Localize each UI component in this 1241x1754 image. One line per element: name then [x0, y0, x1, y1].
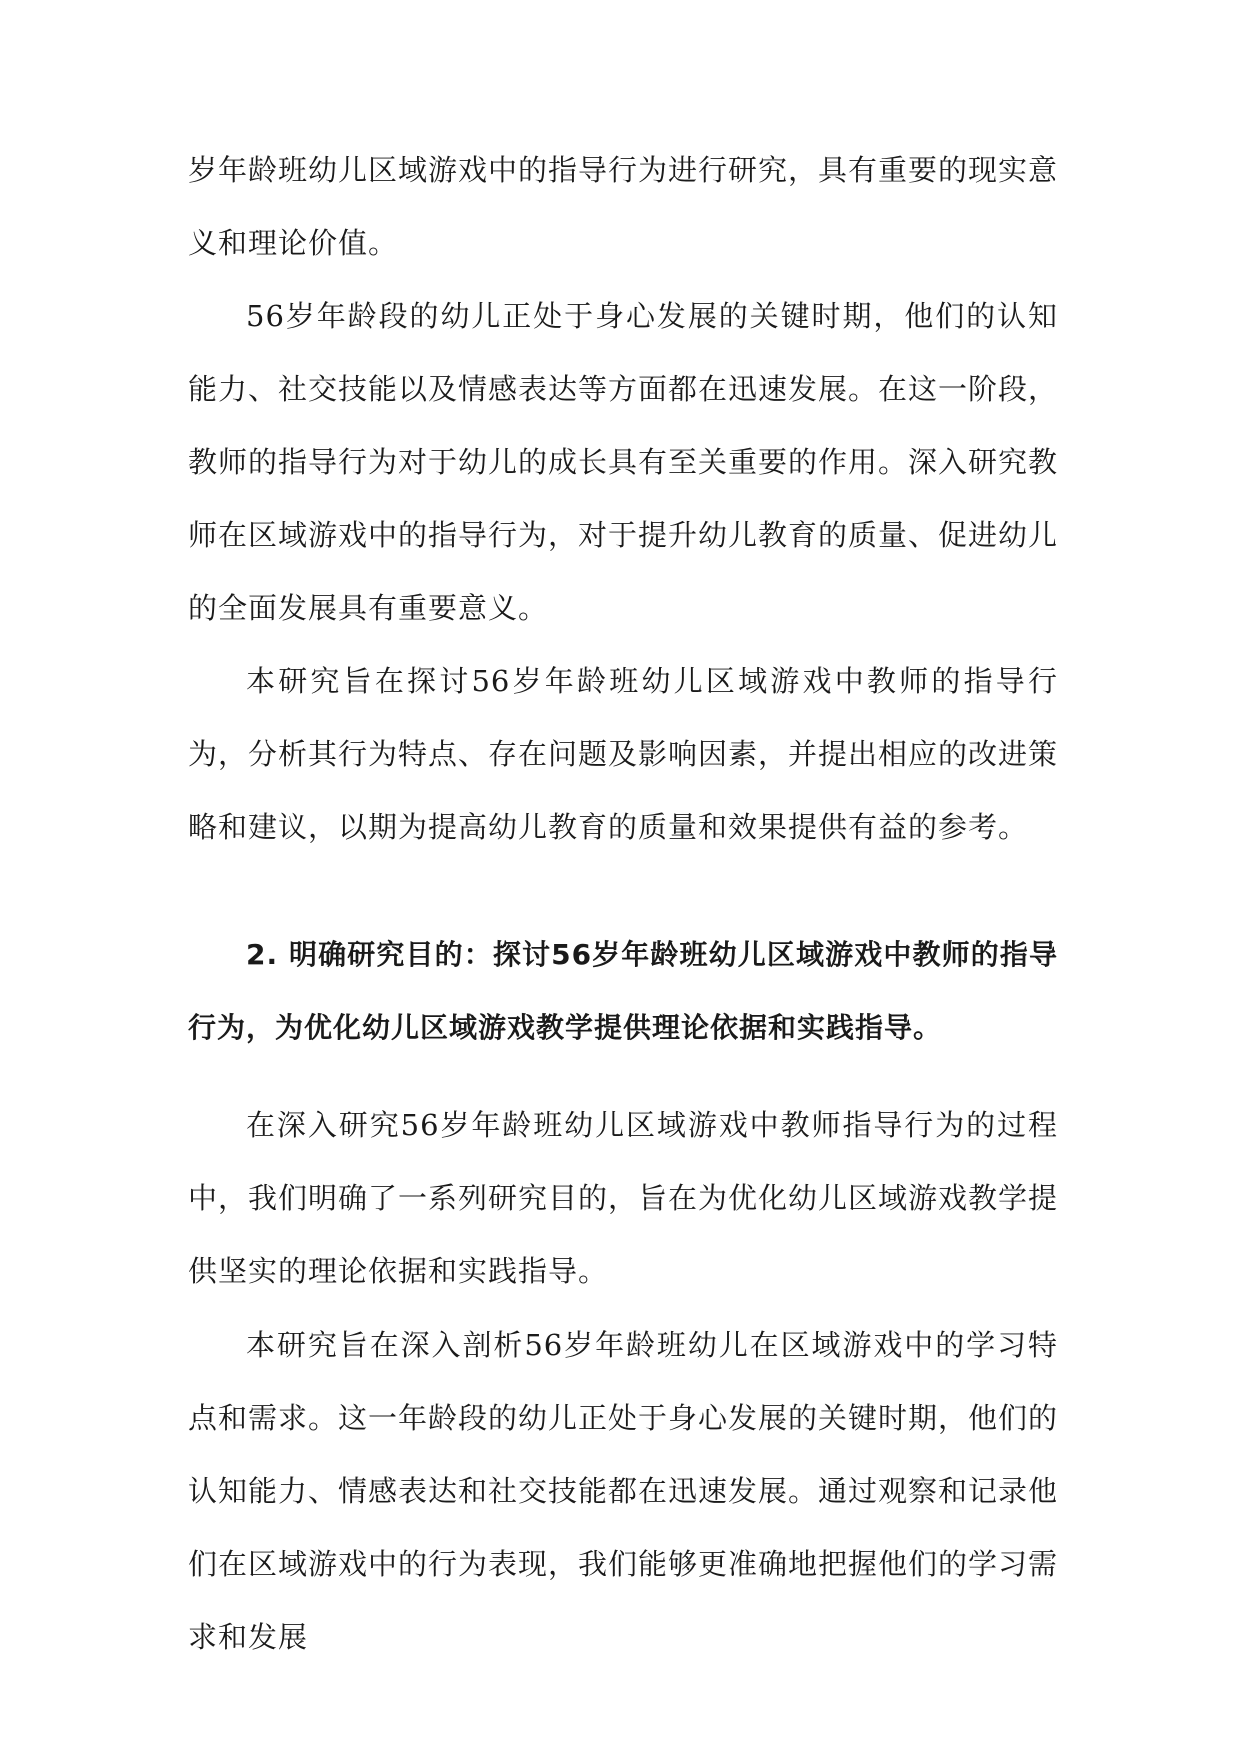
paragraph-learning-needs: 本研究旨在深入剖析56岁年龄班幼儿在区域游戏中的学习特点和需求。这一年龄段的幼儿正处于身心发展的关键时期，他们的认知能力、情感表达和社交技能都在迅速发展。通过观察和记录他们在区域游戏中的行为表现，我们能够更准确地把握他们的学习需求和发展 — [188, 1328, 1059, 1654]
paragraph-child-development: 56岁年龄段的幼儿正处于身心发展的关键时期，他们的认知能力、社交技能以及情感表达等方面都在迅速发展。在这一阶段，教师的指导行为对于幼儿的成长具有至关重要的作用。深入研究教师在区域游戏中的指导行为，对于提升幼儿教育的质量、促进幼儿的全面发展具有重要意义。 — [188, 299, 1059, 625]
paragraph-continuation: 岁年龄班幼儿区域游戏中的指导行为进行研究，具有重要的现实意义和理论价值。 — [188, 153, 1059, 260]
paragraph-study-aim: 本研究旨在探讨56岁年龄班幼儿区域游戏中教师的指导行为，分析其行为特点、存在问题及影响因素，并提出相应的改进策略和建议，以期为提高幼儿教育的质量和效果提供有益的参考。 — [188, 664, 1059, 844]
section-heading-research-purpose: 2. 明确研究目的：探讨56岁年龄班幼儿区域游戏中教师的指导行为，为优化幼儿区域游戏教学提供理论依据和实践指导。 — [188, 938, 1058, 1044]
paragraph-research-purpose: 在深入研究56岁年龄班幼儿区域游戏中教师指导行为的过程中，我们明确了一系列研究目的，旨在为优化幼儿区域游戏教学提供坚实的理论依据和实践指导。 — [188, 1108, 1059, 1288]
